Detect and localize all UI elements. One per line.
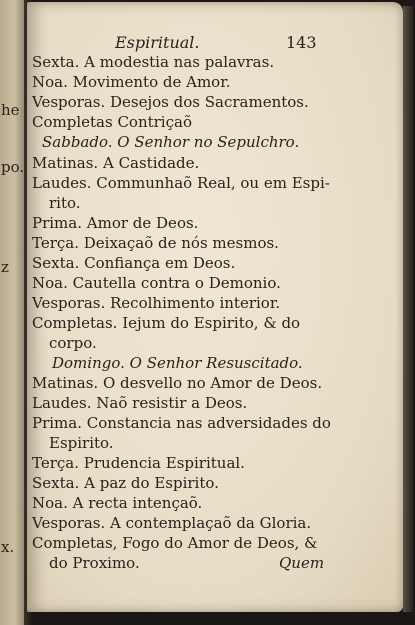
section-heading: Sabbado. O Senhor no Sepulchro. bbox=[42, 133, 300, 151]
left-page-fragment: po. bbox=[1, 158, 25, 176]
text-line: Terça. Deixaçaõ de nós mesmos. bbox=[32, 234, 279, 252]
text-line: Vesporas. Recolhimento interior. bbox=[32, 294, 281, 312]
page-edge-shadow bbox=[403, 6, 413, 612]
text-line: Completas. Iejum do Espirito, & do bbox=[32, 314, 301, 332]
text-line: rito. bbox=[49, 194, 81, 212]
left-page-fragment: z bbox=[1, 258, 9, 276]
text-line: Matinas. A Castidade. bbox=[32, 154, 200, 172]
text-line: Completas Contriçaõ bbox=[32, 113, 192, 131]
text-line: Noa. Cautella contra o Demonio. bbox=[32, 274, 281, 292]
catchword: Quem bbox=[279, 554, 325, 572]
text-line: Sexta. A paz do Espirito. bbox=[32, 474, 219, 492]
left-page-edge bbox=[0, 0, 26, 625]
section-heading: Domingo. O Senhor Resuscitado. bbox=[52, 354, 303, 372]
text-line: do Proximo. bbox=[49, 554, 140, 572]
text-line: Espirito. bbox=[49, 434, 114, 452]
text-line: Laudes. Naõ resistir a Deos. bbox=[32, 394, 248, 412]
text-line: Prima. Constancia nas adversidades do bbox=[32, 414, 331, 432]
page-number: 143 bbox=[286, 33, 317, 52]
left-page-fragment: x. bbox=[1, 538, 15, 556]
text-line: corpo. bbox=[49, 334, 97, 352]
left-page-fragment: he bbox=[1, 101, 20, 119]
text-line: Noa. Movimento de Amor. bbox=[32, 73, 231, 91]
text-line: Terça. Prudencia Espiritual. bbox=[32, 454, 245, 472]
book-page bbox=[27, 2, 403, 612]
text-line: Noa. A recta intençaõ. bbox=[32, 494, 203, 512]
text-line: Matinas. O desvello no Amor de Deos. bbox=[32, 374, 323, 392]
text-line: Completas, Fogo do Amor de Deos, & bbox=[32, 534, 318, 552]
text-line: Sexta. Confiança em Deos. bbox=[32, 254, 236, 272]
text-line: Vesporas. Desejos dos Sacramentos. bbox=[32, 93, 309, 111]
text-line: Vesporas. A contemplaçaõ da Gloria. bbox=[32, 514, 312, 532]
running-title: Espiritual. bbox=[115, 33, 200, 52]
text-line: Sexta. A modestia nas palavras. bbox=[32, 53, 275, 71]
text-line: Laudes. Communhaõ Real, ou em Espi- bbox=[32, 174, 330, 192]
text-line: Prima. Amor de Deos. bbox=[32, 214, 199, 232]
